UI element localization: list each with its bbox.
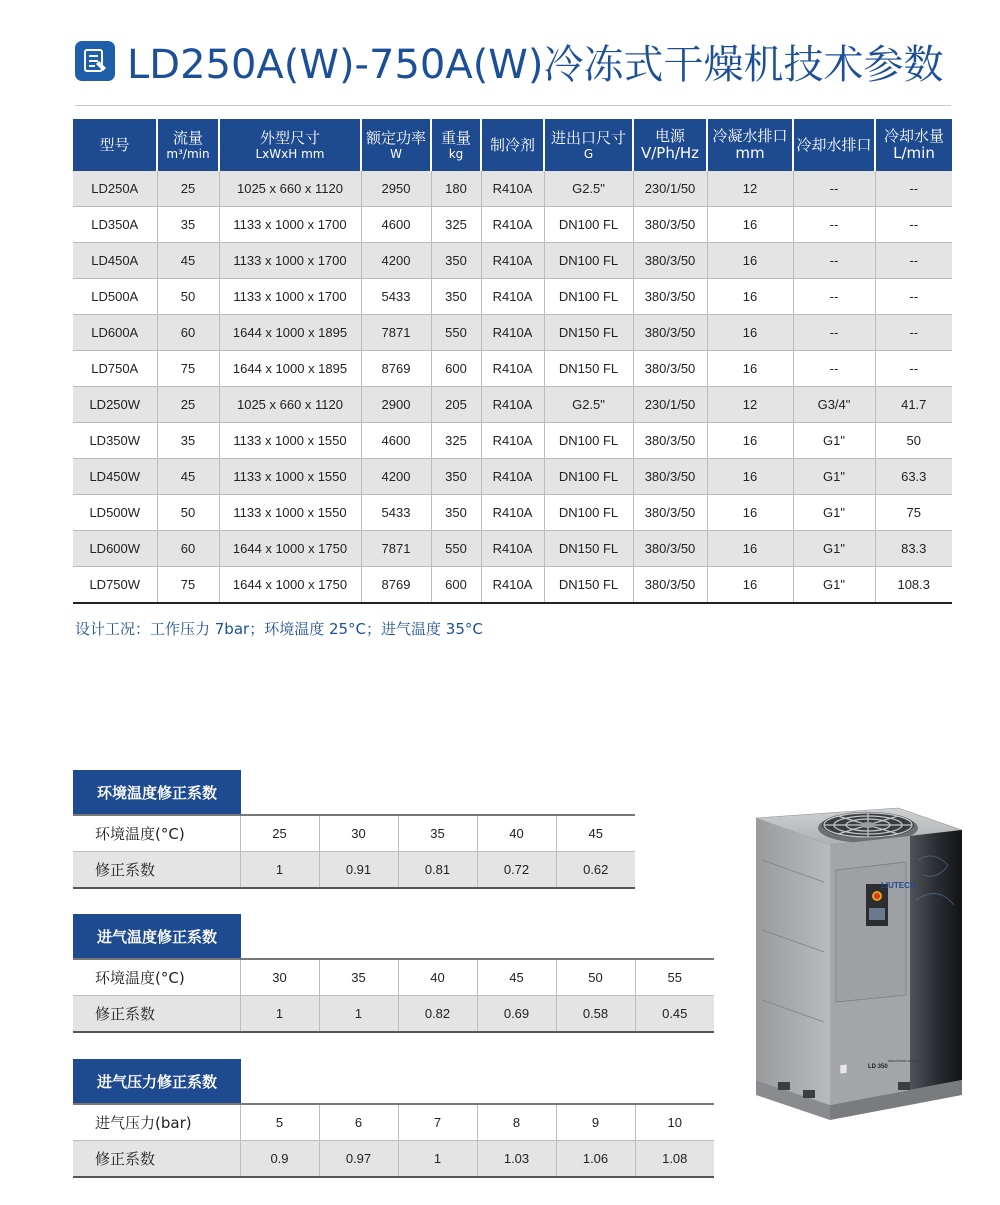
correction-value-cell: 0.97 [319,1141,398,1178]
table-cell: 4200 [361,459,431,495]
spec-header-unit: V/Ph/Hz [640,144,700,162]
table-row [73,243,952,279]
correction-title: 进气压力修正系数 [73,1059,241,1103]
table-cell: R410A [481,387,544,423]
correction-value-cell: 1.06 [556,1141,635,1178]
table-cell: DN150 FL [544,351,633,387]
correction-value-cell: 1.08 [635,1141,714,1178]
website-label-text: www.liutech.com.cn [888,1059,919,1063]
correction-value-cell: 0.69 [477,996,556,1033]
table-cell: LD350A [73,207,157,243]
page-title: LD250A(W)-750A(W)冷冻式干燥机技术参数 [127,41,944,88]
correction-header-row [73,1104,714,1141]
table-cell: 1644 x 1000 x 1895 [219,351,361,387]
correction-value-row [73,852,635,889]
spec-header-cell [361,119,431,171]
spec-header-label: 制冷剂 [489,135,535,154]
table-row [73,567,952,604]
table-cell: 350 [431,495,481,531]
inlet-temp-correction-table [73,914,714,1033]
table-cell: 380/3/50 [633,495,707,531]
table-cell: 380/3/50 [633,459,707,495]
table-cell: 35 [157,423,219,459]
correction-header-cell: 25 [240,815,319,852]
spec-header-label: 外型尺寸 [259,128,320,147]
spec-header-label: 冷却水排口 [796,135,872,154]
table-cell: 2950 [361,171,431,207]
table-row [73,279,952,315]
table-row [73,531,952,567]
table-cell: -- [793,279,875,315]
spec-header-label: 额定功率 [365,128,426,147]
table-cell: 12 [707,171,793,207]
spec-header-unit: m³/min [166,146,210,161]
correction-row-label: 修正系数 [73,996,240,1033]
correction-value-cell: 0.62 [556,852,635,889]
table-cell: 75 [157,567,219,604]
table-cell: -- [875,315,952,351]
correction-value-cell: 1 [240,852,319,889]
table-cell: 230/1/50 [633,171,707,207]
table-cell: 7871 [361,531,431,567]
spec-header-cell [633,119,707,171]
model-label-text: LD 350 [868,1064,888,1070]
table-cell: 380/3/50 [633,207,707,243]
table-cell: 16 [707,279,793,315]
table-cell: G3/4" [793,387,875,423]
ambient-temp-correction-table [73,770,635,889]
table-row [73,387,952,423]
table-cell: 1644 x 1000 x 1750 [219,531,361,567]
table-cell: 325 [431,207,481,243]
spec-header-cell [73,119,157,171]
title-divider [75,105,951,106]
table-cell: 16 [707,423,793,459]
correction-header-cell: 55 [635,959,714,996]
table-cell: -- [793,351,875,387]
correction-table [73,1103,714,1178]
table-cell: 7871 [361,315,431,351]
correction-value-cell: 0.91 [319,852,398,889]
table-cell: 16 [707,459,793,495]
table-cell: 35 [157,207,219,243]
table-cell: LD600W [73,531,157,567]
correction-header-row [73,959,714,996]
spec-header-label: 冷凝水排口 [712,127,788,145]
table-cell: 25 [157,387,219,423]
table-cell: 12 [707,387,793,423]
correction-value-cell: 1 [240,996,319,1033]
table-cell: R410A [481,315,544,351]
table-cell: 108.3 [875,567,952,604]
table-cell: 380/3/50 [633,531,707,567]
table-cell: -- [875,243,952,279]
table-cell: 5433 [361,495,431,531]
correction-header-cell: 40 [477,815,556,852]
correction-title: 进气温度修正系数 [73,914,241,958]
table-cell: 25 [157,171,219,207]
table-cell: LD450W [73,459,157,495]
table-row [73,207,952,243]
correction-value-cell: 0.45 [635,996,714,1033]
table-cell: 50 [157,495,219,531]
table-cell: LD450A [73,243,157,279]
table-cell: 350 [431,243,481,279]
correction-value-cell: 1.03 [477,1141,556,1178]
table-cell: 60 [157,315,219,351]
correction-row-label: 修正系数 [73,1141,240,1178]
table-cell: 205 [431,387,481,423]
spec-header-unit: kg [448,146,464,161]
table-cell: 550 [431,315,481,351]
table-cell: 8769 [361,567,431,604]
spec-header-unit: mm [735,144,765,162]
table-cell: DN100 FL [544,423,633,459]
table-cell: 75 [157,351,219,387]
table-cell: R410A [481,423,544,459]
correction-value-cell: 0.58 [556,996,635,1033]
correction-header-cell: 50 [556,959,635,996]
table-cell: 1025 x 660 x 1120 [219,387,361,423]
table-cell: 1644 x 1000 x 1750 [219,567,361,604]
table-cell: -- [875,171,952,207]
spec-header-row [73,119,952,171]
table-cell: 16 [707,531,793,567]
correction-header-cell: 30 [319,815,398,852]
table-cell: DN100 FL [544,495,633,531]
table-cell: 45 [157,459,219,495]
table-row [73,495,952,531]
table-cell: 16 [707,495,793,531]
spec-header-cell [219,119,361,171]
table-cell: G2.5" [544,387,633,423]
correction-header-cell: 10 [635,1104,714,1141]
table-cell: 380/3/50 [633,315,707,351]
table-cell: -- [793,315,875,351]
correction-table [73,814,635,889]
correction-header-cell: 35 [398,815,477,852]
table-cell: -- [875,279,952,315]
table-cell: 230/1/50 [633,387,707,423]
table-cell: R410A [481,243,544,279]
correction-header-cell: 5 [240,1104,319,1141]
correction-row-label: 进气压力(bar) [73,1104,240,1141]
dryer-product-image [748,790,970,1125]
table-cell: G1" [793,567,875,604]
table-cell: LD250W [73,387,157,423]
spec-table [73,119,952,604]
table-cell: 1133 x 1000 x 1700 [219,207,361,243]
spec-header-cell [793,119,875,171]
table-cell: DN100 FL [544,279,633,315]
table-cell: 2900 [361,387,431,423]
correction-header-cell: 45 [556,815,635,852]
table-cell: DN100 FL [544,243,633,279]
spec-header-cell [157,119,219,171]
table-cell: G1" [793,495,875,531]
correction-value-cell: 1 [319,996,398,1033]
table-cell: 1133 x 1000 x 1550 [219,495,361,531]
inlet-pressure-correction-table [73,1059,714,1178]
table-cell: 1133 x 1000 x 1550 [219,459,361,495]
spec-header-cell [875,119,952,171]
correction-header-cell: 8 [477,1104,556,1141]
correction-header-cell: 30 [240,959,319,996]
page-header [75,36,943,86]
table-cell: R410A [481,531,544,567]
table-cell: LD750W [73,567,157,604]
correction-row-label: 环境温度(°C) [73,959,240,996]
table-cell: 1133 x 1000 x 1700 [219,243,361,279]
table-row [73,459,952,495]
table-cell: -- [793,171,875,207]
table-cell: G2.5" [544,171,633,207]
correction-value-row [73,1141,714,1178]
table-cell: 380/3/50 [633,243,707,279]
table-cell: 380/3/50 [633,279,707,315]
table-cell: 50 [157,279,219,315]
spec-header-unit: G [583,146,594,161]
table-cell: 600 [431,351,481,387]
table-cell: DN150 FL [544,567,633,604]
table-row [73,171,952,207]
table-cell: 325 [431,423,481,459]
table-cell: R410A [481,207,544,243]
table-row [73,315,952,351]
table-cell: DN150 FL [544,315,633,351]
table-cell: G1" [793,531,875,567]
table-cell: DN150 FL [544,531,633,567]
table-cell: LD500A [73,279,157,315]
correction-header-cell: 45 [477,959,556,996]
table-cell: 16 [707,567,793,604]
table-cell: 550 [431,531,481,567]
table-cell: R410A [481,567,544,604]
table-cell: 600 [431,567,481,604]
table-cell: DN100 FL [544,459,633,495]
table-cell: LD500W [73,495,157,531]
brand-logo-text: LIUTECH [881,881,916,890]
table-cell: 380/3/50 [633,567,707,604]
table-cell: 16 [707,243,793,279]
table-cell: 180 [431,171,481,207]
table-cell: 50 [875,423,952,459]
table-cell: -- [875,351,952,387]
table-cell: G1" [793,423,875,459]
table-cell: G1" [793,459,875,495]
table-cell: -- [875,207,952,243]
correction-value-cell: 0.72 [477,852,556,889]
correction-table [73,958,714,1033]
correction-value-cell: 0.82 [398,996,477,1033]
correction-row-label: 修正系数 [73,852,240,889]
table-cell: R410A [481,459,544,495]
correction-value-cell: 0.81 [398,852,477,889]
table-cell: 350 [431,279,481,315]
table-cell: 1644 x 1000 x 1895 [219,315,361,351]
table-cell: 1025 x 660 x 1120 [219,171,361,207]
correction-value-row [73,996,714,1033]
table-cell: 380/3/50 [633,351,707,387]
correction-header-cell: 40 [398,959,477,996]
table-cell: 16 [707,351,793,387]
spec-header-cell [707,119,793,171]
table-cell: 8769 [361,351,431,387]
table-cell: 4600 [361,207,431,243]
correction-header-cell: 35 [319,959,398,996]
table-cell: R410A [481,351,544,387]
correction-value-cell: 0.9 [240,1141,319,1178]
spec-header-label: 重量 [440,128,471,147]
correction-value-cell: 1 [398,1141,477,1178]
table-cell: DN100 FL [544,207,633,243]
table-cell: LD750A [73,351,157,387]
table-cell: -- [793,207,875,243]
table-cell: LD350W [73,423,157,459]
table-cell: 63.3 [875,459,952,495]
spec-header-unit: L/min [893,144,935,162]
table-cell: 16 [707,207,793,243]
table-cell: 1133 x 1000 x 1700 [219,279,361,315]
table-cell: 41.7 [875,387,952,423]
spec-header-label: 进出口尺寸 [550,128,626,147]
spec-header-cell [431,119,481,171]
correction-title: 环境温度修正系数 [73,770,241,814]
table-cell: 16 [707,315,793,351]
table-cell: 350 [431,459,481,495]
spec-header-unit: LxWxH mm [255,146,325,161]
spec-header-label: 型号 [99,135,130,154]
correction-header-cell: 7 [398,1104,477,1141]
table-cell: R410A [481,279,544,315]
correction-header-cell: 9 [556,1104,635,1141]
table-cell: R410A [481,495,544,531]
table-cell: LD250A [73,171,157,207]
correction-header-cell: 6 [319,1104,398,1141]
spec-header-cell [544,119,633,171]
correction-header-row [73,815,635,852]
document-list-icon [75,41,115,81]
table-row [73,351,952,387]
table-cell: -- [793,243,875,279]
table-row [73,423,952,459]
table-cell: R410A [481,171,544,207]
table-cell: LD600A [73,315,157,351]
table-cell: 83.3 [875,531,952,567]
table-cell: 380/3/50 [633,423,707,459]
correction-row-label: 环境温度(°C) [73,815,240,852]
table-cell: 60 [157,531,219,567]
design-conditions-note: 设计工况：工作压力 7bar；环境温度 25°C；进气温度 35°C [75,620,483,638]
spec-header-cell [481,119,544,171]
spec-header-label: 电源 [654,127,685,145]
table-cell: 45 [157,243,219,279]
spec-header-unit: W [390,146,402,161]
table-cell: 5433 [361,279,431,315]
spec-header-label: 冷却水量 [883,127,944,145]
table-cell: 1133 x 1000 x 1550 [219,423,361,459]
spec-header-label: 流量 [172,128,203,147]
table-cell: 4200 [361,243,431,279]
table-cell: 4600 [361,423,431,459]
table-cell: 75 [875,495,952,531]
